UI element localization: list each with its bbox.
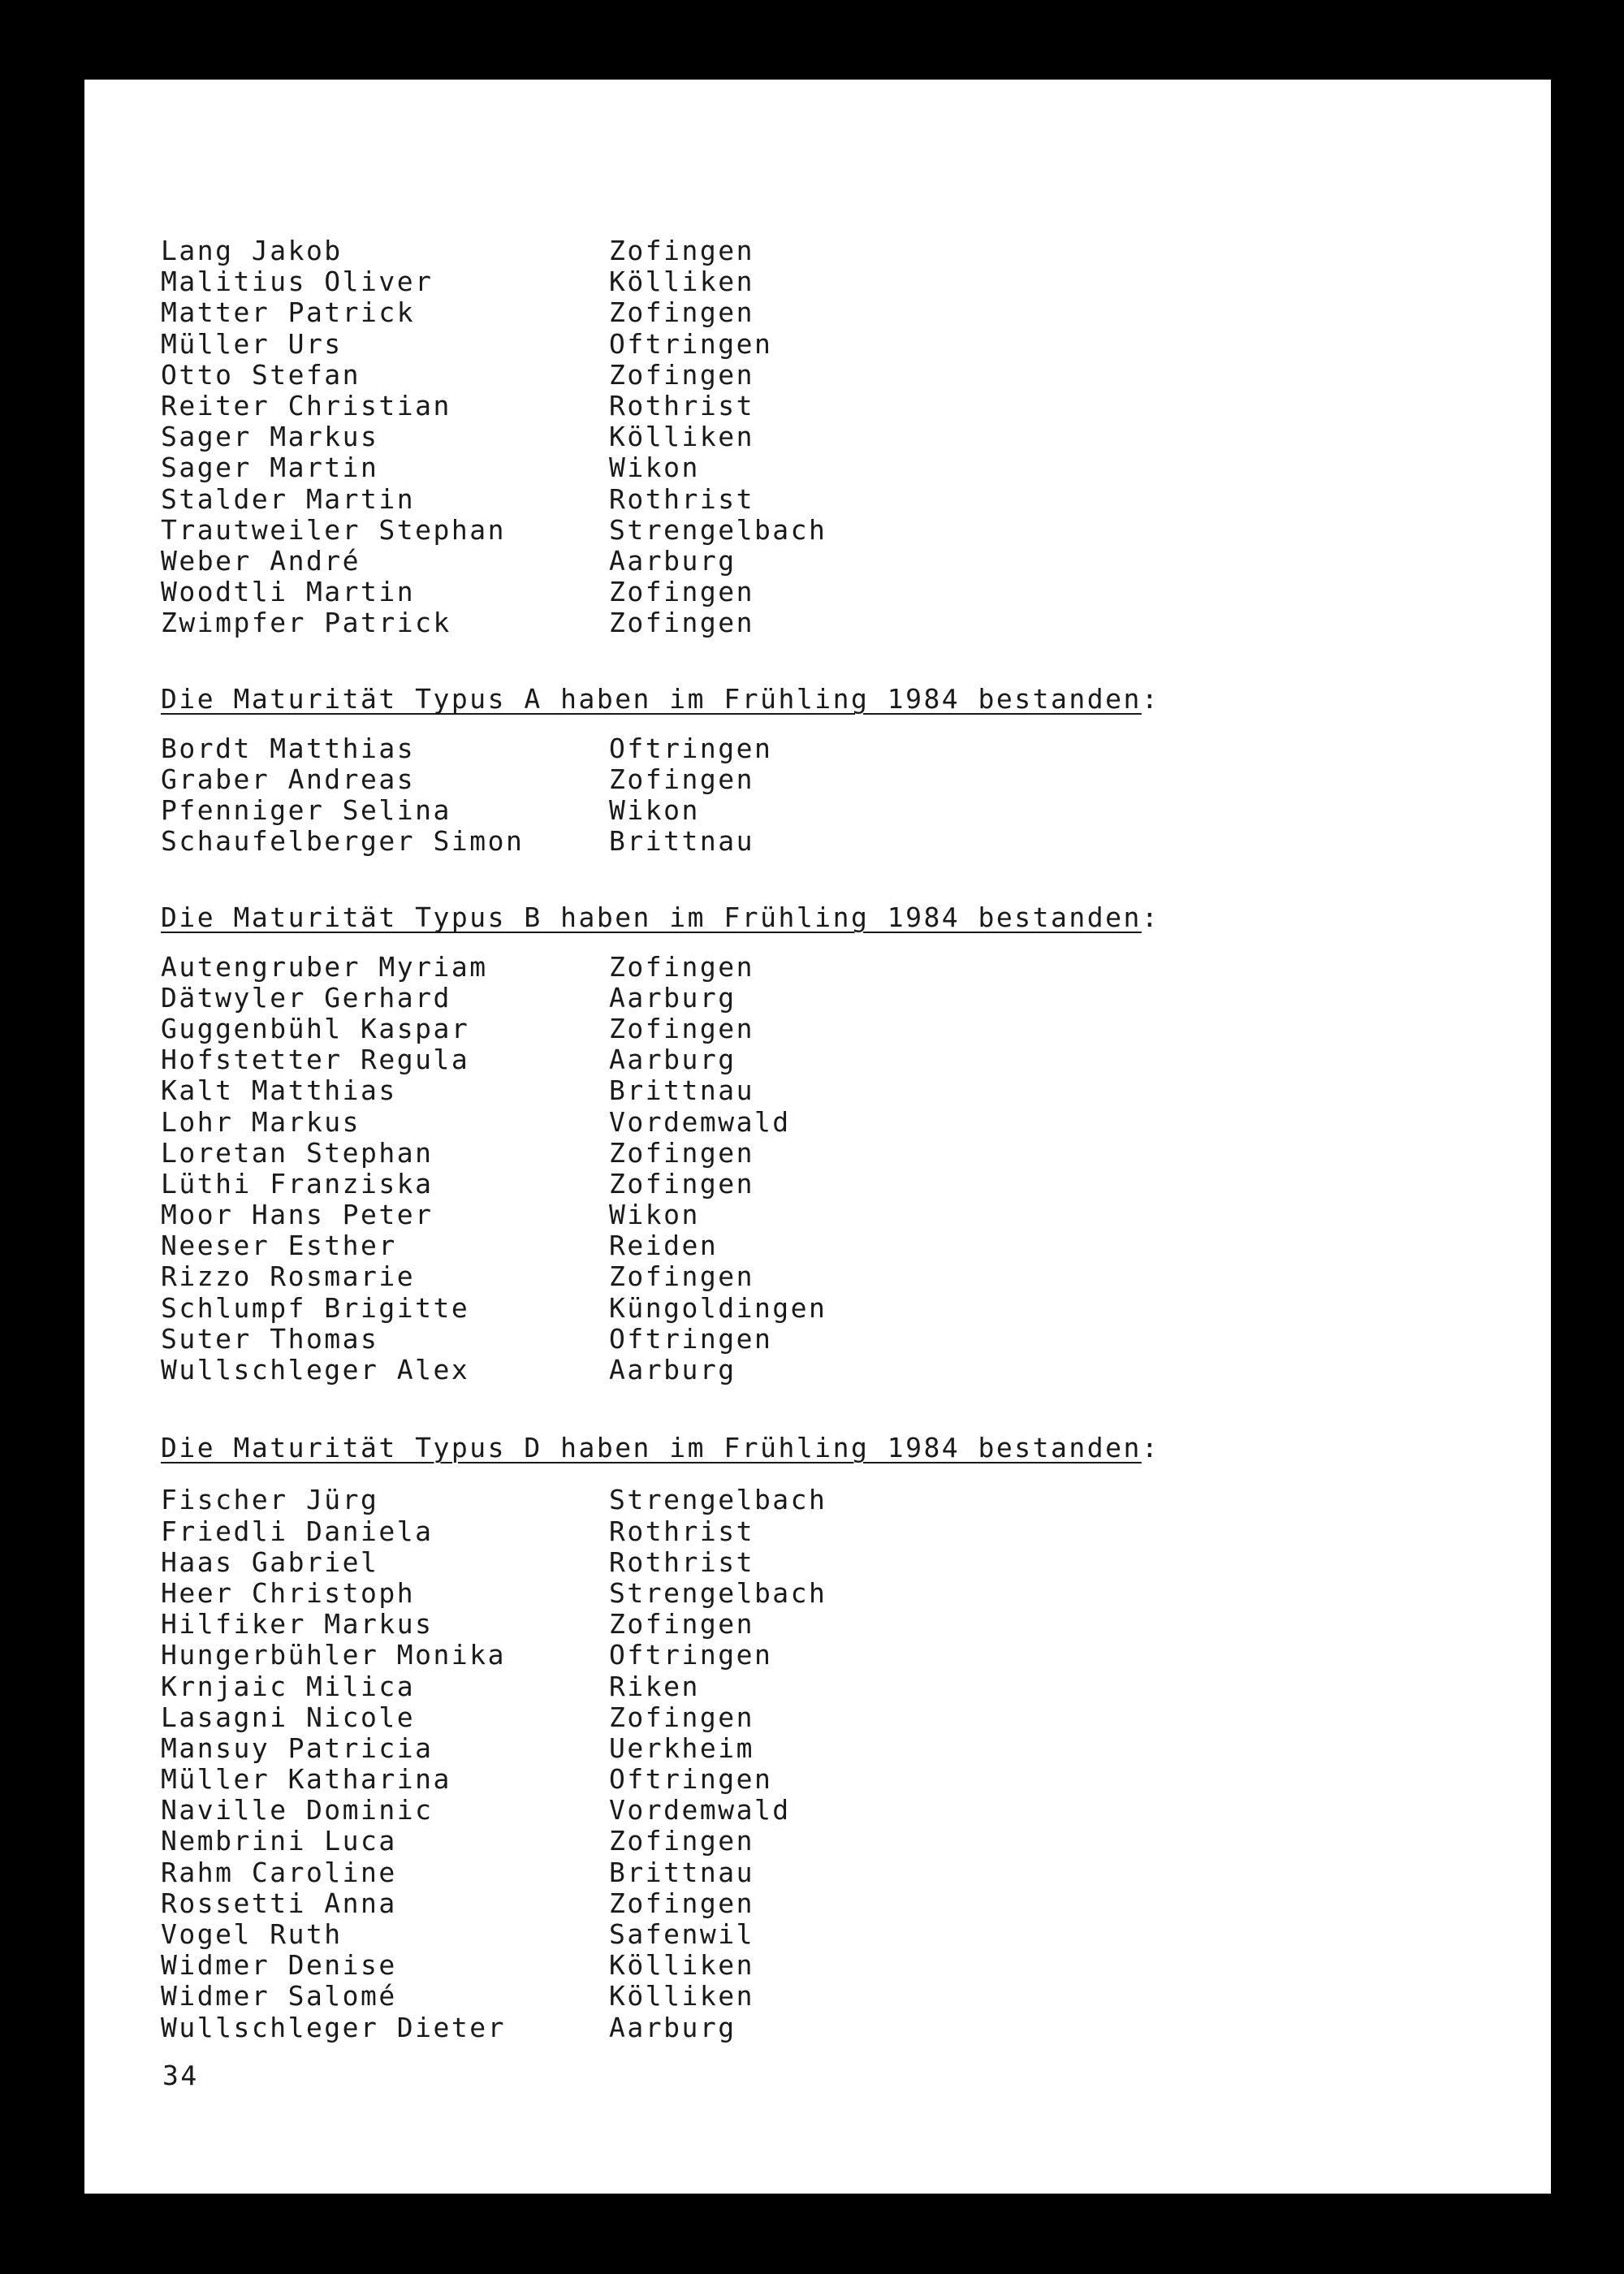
home-town: Oftringen	[609, 732, 773, 764]
person-name: Guggenbühl Kaspar	[161, 1012, 470, 1044]
home-town: Zofingen	[609, 763, 754, 795]
list-row	[161, 329, 1460, 360]
home-town: Strengelbach	[609, 1576, 827, 1609]
list-row	[161, 1169, 1460, 1200]
list-row	[161, 1888, 1460, 1919]
person-name: Naville Dominic	[161, 1794, 434, 1827]
person-name: Rossetti Anna	[161, 1887, 397, 1919]
home-town: Wikon	[609, 794, 700, 826]
list-row	[161, 1609, 1460, 1640]
person-name: Reiter Christian	[161, 389, 451, 422]
person-name: Dätwyler Gerhard	[161, 981, 451, 1014]
home-town: Zofingen	[609, 607, 754, 639]
section-d-heading-text: Die Maturität Typus D haben im Frühling 1984 bestanden	[161, 1432, 1142, 1464]
person-name: Malitius Oliver	[161, 266, 434, 298]
list-row	[161, 607, 1460, 638]
list-row	[161, 1200, 1460, 1230]
home-town: Küngoldingen	[609, 1291, 827, 1324]
person-name: Rizzo Rosmarie	[161, 1260, 416, 1293]
person-name: Kalt Matthias	[161, 1074, 397, 1107]
home-town: Kölliken	[609, 1949, 754, 1982]
list-row	[161, 1702, 1460, 1733]
home-town: Uerkheim	[609, 1731, 754, 1764]
list-row	[161, 1764, 1460, 1795]
home-town: Zofingen	[609, 1167, 754, 1200]
list-row	[161, 1547, 1460, 1578]
person-name: Stalder Martin	[161, 482, 416, 515]
home-town: Aarburg	[609, 2011, 736, 2043]
person-name: Otto Stefan	[161, 358, 361, 391]
home-town: Oftringen	[609, 1322, 773, 1355]
home-town: Brittnau	[609, 825, 754, 858]
list-row	[161, 952, 1460, 983]
person-name: Graber Andreas	[161, 763, 416, 795]
list-row	[161, 1044, 1460, 1075]
list-row	[161, 266, 1460, 297]
list-row	[161, 1640, 1460, 1671]
home-town: Zofingen	[609, 1887, 754, 1919]
person-name: Lohr Markus	[161, 1105, 361, 1138]
home-town: Zofingen	[609, 1012, 754, 1044]
home-town: Zofingen	[609, 235, 754, 266]
section-a-heading	[161, 684, 1460, 715]
home-town: Zofingen	[609, 576, 754, 608]
list-row	[161, 297, 1460, 328]
list-row	[161, 546, 1460, 577]
person-name: Wullschleger Dieter	[161, 2011, 506, 2043]
list-row	[161, 795, 1460, 826]
list-row	[161, 484, 1460, 515]
section-a-heading-colon: :	[1141, 683, 1160, 715]
section-d-list	[161, 1485, 1460, 2043]
person-name: Autengruber Myriam	[161, 950, 488, 983]
section-b-heading-colon: :	[1141, 901, 1160, 934]
list-row	[161, 1230, 1460, 1261]
list-row	[161, 515, 1460, 546]
home-town: Oftringen	[609, 327, 773, 360]
section-a-heading-text: Die Maturität Typus A haben im Frühling 1984 bestanden	[161, 683, 1142, 715]
list-row	[161, 1014, 1460, 1044]
list-row	[161, 1578, 1460, 1609]
intro-list	[161, 236, 1460, 638]
home-town: Kölliken	[609, 1980, 754, 2012]
home-town: Rothrist	[609, 482, 754, 515]
person-name: Loretan Stephan	[161, 1136, 434, 1169]
home-town: Vordemwald	[609, 1105, 791, 1138]
person-name: Hofstetter Regula	[161, 1044, 470, 1076]
person-name: Bordt Matthias	[161, 732, 416, 764]
home-town: Safenwil	[609, 1918, 754, 1950]
home-town: Wikon	[609, 452, 700, 484]
list-row	[161, 391, 1460, 422]
list-row	[161, 1919, 1460, 1950]
person-name: Weber André	[161, 544, 361, 577]
section-d-heading-colon: :	[1141, 1432, 1160, 1464]
person-name: Friedli Daniela	[161, 1515, 434, 1547]
person-name: Lasagni Nicole	[161, 1701, 416, 1733]
list-row	[161, 1795, 1460, 1826]
home-town: Zofingen	[609, 1701, 754, 1733]
home-town: Rothrist	[609, 389, 754, 422]
person-name: Trautweiler Stephan	[161, 513, 506, 546]
person-name: Rahm Caroline	[161, 1856, 397, 1888]
home-town: Brittnau	[609, 1856, 754, 1888]
home-town: Strengelbach	[609, 513, 827, 546]
home-town: Rothrist	[609, 1515, 754, 1547]
home-town: Aarburg	[609, 1354, 736, 1386]
list-row	[161, 1075, 1460, 1106]
list-row	[161, 1485, 1460, 1515]
section-b-heading-text: Die Maturität Typus B haben im Frühling 1984 bestanden	[161, 901, 1142, 934]
person-name: Neeser Esther	[161, 1230, 397, 1262]
page-number: 34	[162, 2060, 199, 2091]
list-row	[161, 422, 1460, 452]
list-row	[161, 983, 1460, 1014]
person-name: Woodtli Martin	[161, 576, 416, 608]
person-name: Sager Markus	[161, 421, 379, 453]
person-name: Pfenniger Selina	[161, 794, 451, 826]
person-name: Fischer Jürg	[161, 1484, 379, 1516]
home-town: Brittnau	[609, 1074, 754, 1107]
person-name: Wullschleger Alex	[161, 1354, 470, 1386]
list-row	[161, 1516, 1460, 1547]
home-town: Wikon	[609, 1199, 700, 1231]
person-name: Widmer Denise	[161, 1949, 397, 1982]
person-name: Zwimpfer Patrick	[161, 607, 451, 639]
home-town: Oftringen	[609, 1639, 773, 1671]
document-page	[84, 80, 1551, 2194]
person-name: Widmer Salomé	[161, 1980, 397, 2012]
person-name: Müller Katharina	[161, 1763, 451, 1796]
list-row	[161, 764, 1460, 795]
person-name: Sager Martin	[161, 452, 379, 484]
person-name: Lang Jakob	[161, 235, 343, 266]
list-row	[161, 1671, 1460, 1702]
person-name: Nembrini Luca	[161, 1825, 397, 1857]
list-row	[161, 826, 1460, 857]
home-town: Zofingen	[609, 358, 754, 391]
person-name: Mansuy Patricia	[161, 1731, 434, 1764]
home-town: Riken	[609, 1670, 700, 1702]
person-name: Vogel Ruth	[161, 1918, 343, 1950]
list-row	[161, 1261, 1460, 1292]
home-town: Rothrist	[609, 1546, 754, 1578]
person-name: Suter Thomas	[161, 1322, 379, 1355]
person-name: Schaufelberger Simon	[161, 825, 525, 858]
section-b-list	[161, 952, 1460, 1386]
list-row	[161, 1324, 1460, 1355]
home-town: Aarburg	[609, 981, 736, 1014]
home-town: Aarburg	[609, 544, 736, 577]
person-name: Krnjaic Milica	[161, 1670, 416, 1702]
list-row	[161, 2012, 1460, 2043]
list-row	[161, 1107, 1460, 1138]
list-row	[161, 1950, 1460, 1981]
home-town: Zofingen	[609, 296, 754, 329]
home-town: Strengelbach	[609, 1484, 827, 1516]
person-name: Haas Gabriel	[161, 1546, 379, 1578]
home-town: Zofingen	[609, 1825, 754, 1857]
home-town: Oftringen	[609, 1763, 773, 1796]
list-row	[161, 452, 1460, 483]
list-row	[161, 1355, 1460, 1386]
person-name: Hungerbühler Monika	[161, 1639, 506, 1671]
list-row	[161, 1826, 1460, 1857]
person-name: Heer Christoph	[161, 1576, 416, 1609]
person-name: Lüthi Franziska	[161, 1167, 434, 1200]
section-a-list	[161, 733, 1460, 858]
person-name: Matter Patrick	[161, 296, 416, 329]
person-name: Müller Urs	[161, 327, 343, 360]
person-name: Moor Hans Peter	[161, 1199, 434, 1231]
home-town: Aarburg	[609, 1044, 736, 1076]
list-row	[161, 236, 1460, 266]
section-b-heading	[161, 902, 1460, 933]
list-row	[161, 1138, 1460, 1169]
home-town: Kölliken	[609, 421, 754, 453]
home-town: Reiden	[609, 1230, 719, 1262]
list-row	[161, 1981, 1460, 2012]
home-town: Zofingen	[609, 1260, 754, 1293]
list-row	[161, 1293, 1460, 1324]
home-town: Zofingen	[609, 1136, 754, 1169]
page-content	[161, 236, 1460, 2043]
home-town: Vordemwald	[609, 1794, 791, 1827]
home-town: Zofingen	[609, 950, 754, 983]
list-row	[161, 1857, 1460, 1888]
section-d-heading	[161, 1433, 1460, 1463]
list-row	[161, 733, 1460, 764]
list-row	[161, 1733, 1460, 1764]
person-name: Hilfiker Markus	[161, 1608, 434, 1641]
home-town: Kölliken	[609, 266, 754, 298]
list-row	[161, 360, 1460, 391]
list-row	[161, 577, 1460, 607]
home-town: Zofingen	[609, 1608, 754, 1641]
person-name: Schlumpf Brigitte	[161, 1291, 470, 1324]
